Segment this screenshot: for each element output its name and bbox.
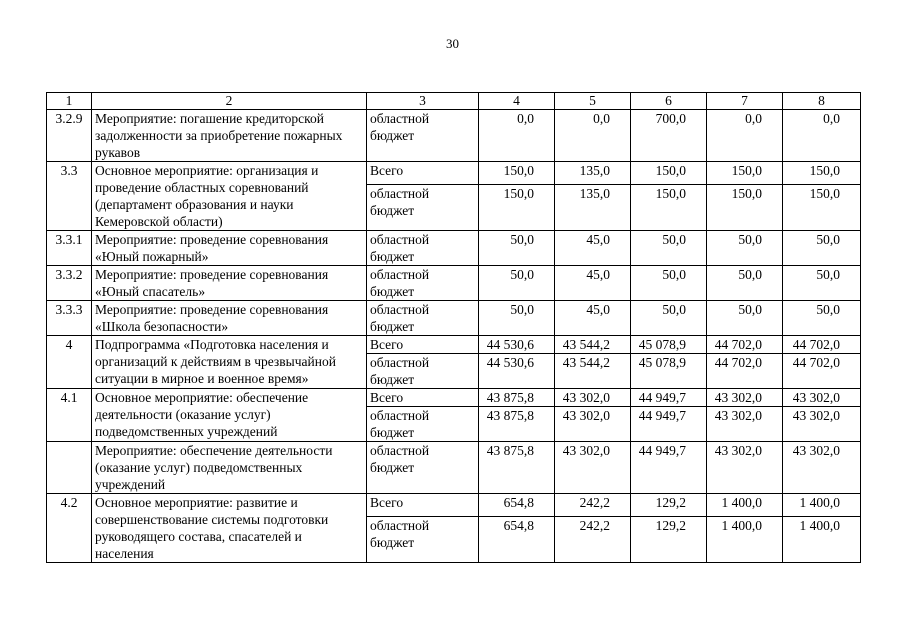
- value-cell: 1 400,0: [707, 494, 783, 517]
- funding-source: областной бюджет: [367, 442, 479, 494]
- value-cell: 135,0: [555, 162, 631, 185]
- value-cell: 50,0: [479, 231, 555, 266]
- row-index: 4: [47, 336, 92, 389]
- value-cell: 50,0: [479, 266, 555, 301]
- row-description: Основное мероприятие: развитие и совершенствование системы подготовки руководящего состава, спасателей и населения: [92, 494, 367, 563]
- header-cell: 7: [707, 93, 783, 110]
- value-cell: 45,0: [555, 266, 631, 301]
- value-cell: 150,0: [479, 162, 555, 185]
- value-cell: 43 302,0: [555, 442, 631, 494]
- value-cell: 0,0: [555, 110, 631, 162]
- funding-source: Всего: [367, 162, 479, 185]
- value-cell: 50,0: [783, 301, 861, 336]
- table-row: [47, 389, 861, 407]
- value-cell: 44 949,7: [631, 389, 707, 407]
- value-cell: 45 078,9: [631, 354, 707, 389]
- header-cell: 4: [479, 93, 555, 110]
- value-cell: 50,0: [631, 301, 707, 336]
- row-description: Мероприятие: проведение соревнования «Школа безопасности»: [92, 301, 367, 336]
- header-cell: 1: [47, 93, 92, 110]
- value-cell: 0,0: [707, 110, 783, 162]
- value-cell: 44 530,6: [479, 336, 555, 354]
- table-row: [47, 442, 861, 494]
- value-cell: 45,0: [555, 231, 631, 266]
- value-cell: 1 400,0: [707, 517, 783, 563]
- value-cell: 150,0: [631, 162, 707, 185]
- row-description: Подпрограмма «Подготовка населения и организаций к действиям в чрезвычайной ситуации в мирное и военное время»: [92, 336, 367, 389]
- value-cell: 0,0: [479, 110, 555, 162]
- value-cell: 135,0: [555, 185, 631, 231]
- value-cell: 43 544,2: [555, 354, 631, 389]
- value-cell: 44 949,7: [631, 407, 707, 442]
- funding-source: областной бюджет: [367, 354, 479, 389]
- funding-source: областной бюджет: [367, 517, 479, 563]
- value-cell: 150,0: [631, 185, 707, 231]
- table-row: [47, 266, 861, 301]
- header-row: [47, 93, 861, 110]
- funding-source: областной бюджет: [367, 407, 479, 442]
- value-cell: 43 302,0: [707, 442, 783, 494]
- value-cell: 43 875,8: [479, 442, 555, 494]
- value-cell: 44 702,0: [707, 354, 783, 389]
- funding-source: областной бюджет: [367, 231, 479, 266]
- funding-source: областной бюджет: [367, 266, 479, 301]
- funding-source: областной бюджет: [367, 301, 479, 336]
- header-cell: 8: [783, 93, 861, 110]
- header-cell: 3: [367, 93, 479, 110]
- row-index: 4.2: [47, 494, 92, 563]
- value-cell: 654,8: [479, 494, 555, 517]
- table-row: [47, 301, 861, 336]
- budget-table: [46, 92, 861, 563]
- value-cell: 44 702,0: [783, 354, 861, 389]
- value-cell: 654,8: [479, 517, 555, 563]
- table-body: [47, 93, 861, 563]
- value-cell: 50,0: [479, 301, 555, 336]
- value-cell: 43 544,2: [555, 336, 631, 354]
- row-description: Основное мероприятие: организация и проведение областных соревнований (департамент образования и науки Кемеровской области): [92, 162, 367, 231]
- value-cell: 50,0: [631, 266, 707, 301]
- row-index: [47, 442, 92, 494]
- table-row: [47, 162, 861, 185]
- value-cell: 44 949,7: [631, 442, 707, 494]
- value-cell: 0,0: [783, 110, 861, 162]
- value-cell: 50,0: [707, 231, 783, 266]
- funding-source: областной бюджет: [367, 110, 479, 162]
- value-cell: 242,2: [555, 494, 631, 517]
- row-description: Мероприятие: проведение соревнования «Юный пожарный»: [92, 231, 367, 266]
- funding-source: Всего: [367, 494, 479, 517]
- value-cell: 1 400,0: [783, 494, 861, 517]
- row-description: Мероприятие: проведение соревнования «Юный спасатель»: [92, 266, 367, 301]
- row-index: 4.1: [47, 389, 92, 442]
- value-cell: 43 302,0: [707, 407, 783, 442]
- value-cell: 700,0: [631, 110, 707, 162]
- value-cell: 45,0: [555, 301, 631, 336]
- value-cell: 44 702,0: [707, 336, 783, 354]
- header-cell: 5: [555, 93, 631, 110]
- value-cell: 150,0: [707, 185, 783, 231]
- value-cell: 45 078,9: [631, 336, 707, 354]
- value-cell: 43 302,0: [555, 407, 631, 442]
- value-cell: 50,0: [783, 231, 861, 266]
- row-description: Основное мероприятие: обеспечение деятельности (оказание услуг) подведомственных учреждений: [92, 389, 367, 442]
- value-cell: 242,2: [555, 517, 631, 563]
- row-index: 3.3.1: [47, 231, 92, 266]
- row-index: 3.2.9: [47, 110, 92, 162]
- table-row: [47, 494, 861, 517]
- value-cell: 43 875,8: [479, 407, 555, 442]
- value-cell: 50,0: [707, 301, 783, 336]
- header-cell: 6: [631, 93, 707, 110]
- value-cell: 150,0: [783, 185, 861, 231]
- funding-source: Всего: [367, 389, 479, 407]
- value-cell: 43 302,0: [707, 389, 783, 407]
- value-cell: 129,2: [631, 494, 707, 517]
- row-index: 3.3.2: [47, 266, 92, 301]
- value-cell: 50,0: [631, 231, 707, 266]
- value-cell: 44 702,0: [783, 336, 861, 354]
- value-cell: 50,0: [707, 266, 783, 301]
- header-cell: 2: [92, 93, 367, 110]
- row-description: Мероприятие: погашение кредиторской задолженности за приобретение пожарных рукавов: [92, 110, 367, 162]
- value-cell: 43 875,8: [479, 389, 555, 407]
- value-cell: 43 302,0: [783, 442, 861, 494]
- row-index: 3.3.3: [47, 301, 92, 336]
- page-number: 30: [446, 36, 459, 51]
- value-cell: 150,0: [783, 162, 861, 185]
- table-row: [47, 110, 861, 162]
- value-cell: 150,0: [707, 162, 783, 185]
- value-cell: 129,2: [631, 517, 707, 563]
- value-cell: 50,0: [783, 266, 861, 301]
- row-description: Мероприятие: обеспечение деятельности (оказание услуг) подведомственных учреждений: [92, 442, 367, 494]
- value-cell: 43 302,0: [783, 389, 861, 407]
- value-cell: 43 302,0: [555, 389, 631, 407]
- value-cell: 150,0: [479, 185, 555, 231]
- funding-source: областной бюджет: [367, 185, 479, 231]
- table-row: [47, 336, 861, 354]
- value-cell: 1 400,0: [783, 517, 861, 563]
- row-index: 3.3: [47, 162, 92, 231]
- table-row: [47, 231, 861, 266]
- value-cell: 44 530,6: [479, 354, 555, 389]
- funding-source: Всего: [367, 336, 479, 354]
- value-cell: 43 302,0: [783, 407, 861, 442]
